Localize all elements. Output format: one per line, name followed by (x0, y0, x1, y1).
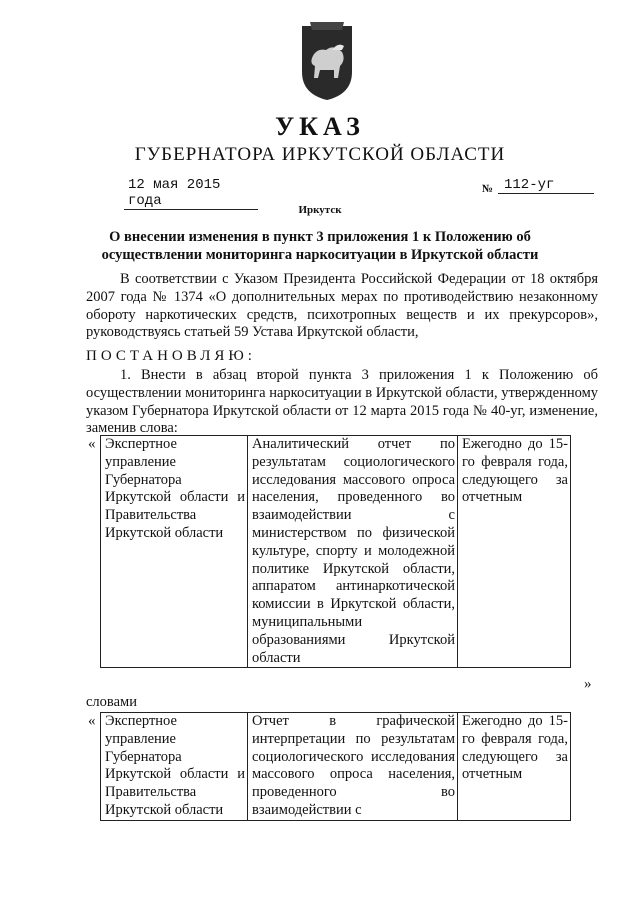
preamble-paragraph: В соответствии с Указом Президента Российской Федерации от 18 октября 2007 года № 1374 «О дополнительных мерах по противодействию незаконному обороту наркотических средств, психотропных веществ и их прекурсоров», руководствуясь статьей 59 Устава Иркутской области, (86, 271, 598, 341)
table-row (101, 713, 571, 821)
document-subtitle: ГУБЕРНАТОРА ИРКУТСКОЙ ОБЛАСТИ (134, 144, 506, 165)
amendment-paragraph: 1. Внести в абзац второй пункта 3 приложения 1 к Положению об осуществлении мониторинга наркоситуации в Иркутской области, утвержденному указом Губернатора Иркутской области от 12 марта 2015 года № 40-уг, изменение, заменив слова: (86, 367, 598, 437)
document-cell: Отчет в графической интерпретации по результатам социологического исследования массового опроса населения, проведенного во взаимодействии с (248, 713, 458, 821)
responsible-cell: Экспертное управление Губернатора Иркутской области и Правительства Иркутской области (101, 713, 248, 821)
responsible-cell: Экспертное управление Губернатора Иркутской области и Правительства Иркутской области (101, 436, 248, 668)
deadline-cell: Ежегодно до 15-го февраля года, следующего за отчетным (458, 436, 571, 668)
resolution-word: ПОСТАНОВЛЯЮ: (86, 348, 256, 364)
new-wording-table (100, 712, 571, 821)
decree-heading (0, 228, 640, 264)
document-cell: Аналитический отчет по результатам социологического исследования массового опроса населения, проведенного во взаимодействии с министерством по физической культуре, спорту и молодежной политике Иркутской области, аппаратом антинаркотической комиссии в Иркутской области, муниципальными образованиями Иркутской области (248, 436, 458, 668)
decree-number: 112-уг (498, 177, 594, 194)
deadline-cell: Ежегодно до 15-го февраля года, следующего за отчетным (458, 713, 571, 821)
decree-heading-text: О внесении изменения в пункт 3 приложения 1 к Положению об осуществлении мониторинга наркоситуации в Иркутской области (101, 229, 539, 263)
close-quote: » (584, 676, 592, 692)
decree-date: 12 мая 2015 года (124, 177, 258, 210)
old-wording-table (100, 435, 571, 668)
city-name: Иркутск (298, 204, 342, 216)
replacement-word: словами (86, 694, 137, 710)
number-label: № (482, 183, 494, 195)
open-quote-2: « (88, 713, 96, 729)
table-row (101, 436, 571, 668)
document-title: УКАЗ (275, 112, 365, 141)
coat-of-arms-icon (298, 20, 356, 102)
open-quote: « (88, 436, 96, 452)
